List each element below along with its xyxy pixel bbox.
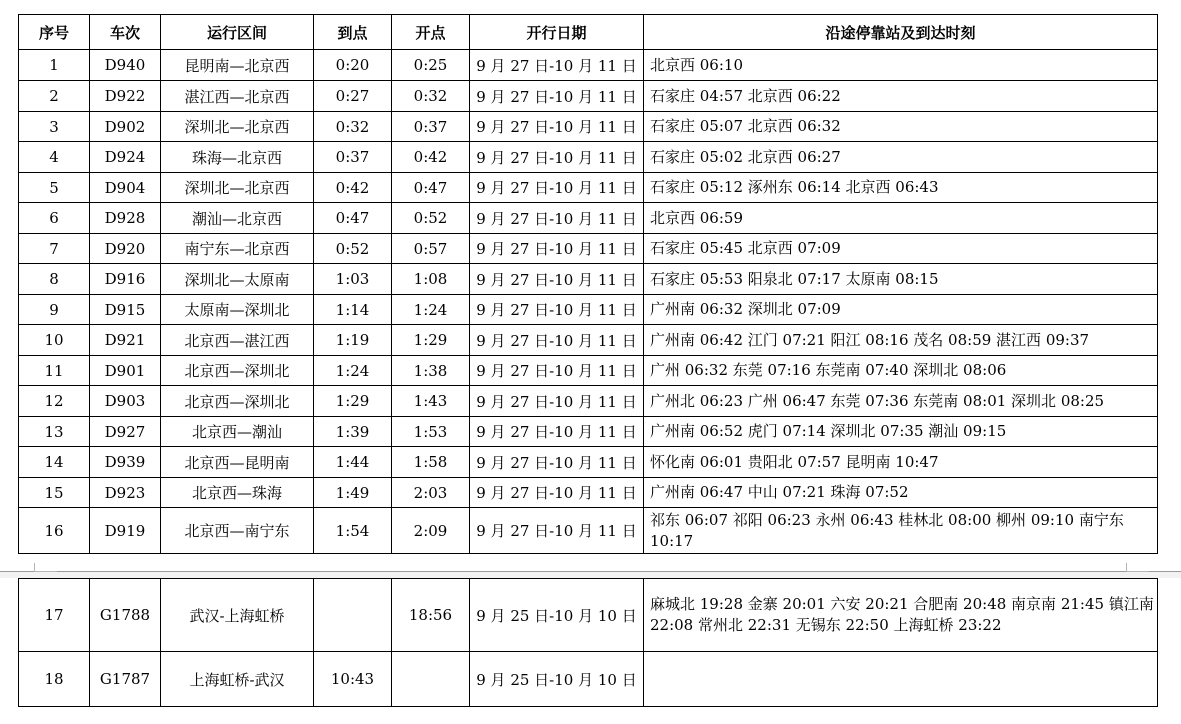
header-stops: 沿途停靠站及到达时刻 bbox=[644, 15, 1158, 50]
cell-serial-no: 3 bbox=[19, 112, 90, 142]
cell-route: 深圳北—太原南 bbox=[161, 264, 314, 295]
cell-arrival: 0:20 bbox=[314, 50, 392, 81]
cell-train-no: D928 bbox=[90, 203, 161, 234]
cell-train-no: D902 bbox=[90, 112, 161, 142]
cell-departure: 1:58 bbox=[392, 447, 470, 478]
cell-stops: 北京西 06:10 bbox=[644, 50, 1158, 81]
header-serial-no: 序号 bbox=[19, 15, 90, 50]
cell-stops: 石家庄 05:53 阳泉北 07:17 太原南 08:15 bbox=[644, 264, 1158, 295]
cell-stops: 广州北 06:23 广州 06:47 东莞 07:36 东莞南 08:01 深圳北 08:25 bbox=[644, 386, 1158, 417]
cell-train-no: G1787 bbox=[90, 652, 161, 707]
cell-serial-no: 8 bbox=[19, 264, 90, 295]
cell-stops: 石家庄 05:02 北京西 06:27 bbox=[644, 142, 1158, 173]
cell-departure: 0:57 bbox=[392, 234, 470, 264]
cell-departure bbox=[392, 652, 470, 707]
cell-departure: 0:52 bbox=[392, 203, 470, 234]
cell-run-dates: 9 月 27 日-10 月 11 日 bbox=[470, 173, 644, 203]
cell-departure: 1:38 bbox=[392, 356, 470, 386]
table-row bbox=[19, 81, 1158, 112]
cell-stops: 北京西 06:59 bbox=[644, 203, 1158, 234]
cell-serial-no: 1 bbox=[19, 50, 90, 81]
cell-serial-no: 18 bbox=[19, 652, 90, 707]
table-row bbox=[19, 356, 1158, 386]
cell-run-dates: 9 月 27 日-10 月 11 日 bbox=[470, 264, 644, 295]
cell-serial-no: 14 bbox=[19, 447, 90, 478]
cell-serial-no: 16 bbox=[19, 508, 90, 554]
cell-route: 深圳北—北京西 bbox=[161, 173, 314, 203]
header-departure: 开点 bbox=[392, 15, 470, 50]
cell-route: 武汉-上海虹桥 bbox=[161, 579, 314, 652]
cell-departure: 0:25 bbox=[392, 50, 470, 81]
cell-run-dates: 9 月 27 日-10 月 11 日 bbox=[470, 386, 644, 417]
page-break bbox=[0, 571, 1181, 578]
cell-arrival: 1:29 bbox=[314, 386, 392, 417]
cell-departure: 18:56 bbox=[392, 579, 470, 652]
table-row bbox=[19, 386, 1158, 417]
cell-departure: 1:08 bbox=[392, 264, 470, 295]
cell-stops: 广州南 06:42 江门 07:21 阳江 08:16 茂名 08:59 湛江西 09:37 bbox=[644, 325, 1158, 356]
cell-stops: 广州南 06:32 深圳北 07:09 bbox=[644, 295, 1158, 325]
schedule-table-bottom bbox=[18, 578, 1158, 707]
cell-stops: 广州 06:32 东莞 07:16 东莞南 07:40 深圳北 08:06 bbox=[644, 356, 1158, 386]
cell-departure: 0:47 bbox=[392, 173, 470, 203]
cell-arrival: 1:54 bbox=[314, 508, 392, 554]
cell-route: 上海虹桥-武汉 bbox=[161, 652, 314, 707]
table-row bbox=[19, 142, 1158, 173]
cell-route: 太原南—深圳北 bbox=[161, 295, 314, 325]
cell-run-dates: 9 月 27 日-10 月 11 日 bbox=[470, 50, 644, 81]
cell-serial-no: 7 bbox=[19, 234, 90, 264]
table-row bbox=[19, 447, 1158, 478]
cell-serial-no: 4 bbox=[19, 142, 90, 173]
table-row bbox=[19, 50, 1158, 81]
header-row bbox=[19, 15, 1158, 50]
cell-serial-no: 13 bbox=[19, 417, 90, 447]
cell-route: 北京西—潮汕 bbox=[161, 417, 314, 447]
cell-arrival: 1:49 bbox=[314, 478, 392, 508]
cell-arrival bbox=[314, 579, 392, 652]
cell-departure: 2:09 bbox=[392, 508, 470, 554]
cell-run-dates: 9 月 27 日-10 月 11 日 bbox=[470, 417, 644, 447]
cell-route: 南宁东—北京西 bbox=[161, 234, 314, 264]
table-row bbox=[19, 652, 1158, 707]
cell-run-dates: 9 月 27 日-10 月 11 日 bbox=[470, 447, 644, 478]
cell-run-dates: 9 月 27 日-10 月 11 日 bbox=[470, 203, 644, 234]
table-row bbox=[19, 203, 1158, 234]
cell-departure: 1:43 bbox=[392, 386, 470, 417]
header-route: 运行区间 bbox=[161, 15, 314, 50]
cell-arrival: 1:03 bbox=[314, 264, 392, 295]
cell-stops: 怀化南 06:01 贵阳北 07:57 昆明南 10:47 bbox=[644, 447, 1158, 478]
cell-stops: 石家庄 05:12 涿州东 06:14 北京西 06:43 bbox=[644, 173, 1158, 203]
cell-route: 潮汕—北京西 bbox=[161, 203, 314, 234]
cell-serial-no: 15 bbox=[19, 478, 90, 508]
cell-arrival: 0:27 bbox=[314, 81, 392, 112]
cell-route: 珠海—北京西 bbox=[161, 142, 314, 173]
cell-serial-no: 10 bbox=[19, 325, 90, 356]
cell-departure: 1:24 bbox=[392, 295, 470, 325]
cell-departure: 2:03 bbox=[392, 478, 470, 508]
cell-stops: 广州南 06:47 中山 07:21 珠海 07:52 bbox=[644, 478, 1158, 508]
cell-stops: 石家庄 04:57 北京西 06:22 bbox=[644, 81, 1158, 112]
cell-run-dates: 9 月 27 日-10 月 11 日 bbox=[470, 478, 644, 508]
cell-train-no: G1788 bbox=[90, 579, 161, 652]
cell-departure: 0:32 bbox=[392, 81, 470, 112]
cell-arrival: 1:44 bbox=[314, 447, 392, 478]
table-row bbox=[19, 295, 1158, 325]
table-row bbox=[19, 112, 1158, 142]
cell-run-dates: 9 月 25 日-10 月 10 日 bbox=[470, 652, 644, 707]
cell-train-no: D916 bbox=[90, 264, 161, 295]
cell-train-no: D939 bbox=[90, 447, 161, 478]
cell-stops: 石家庄 05:07 北京西 06:32 bbox=[644, 112, 1158, 142]
cell-train-no: D922 bbox=[90, 81, 161, 112]
cell-train-no: D901 bbox=[90, 356, 161, 386]
cell-serial-no: 11 bbox=[19, 356, 90, 386]
cell-run-dates: 9 月 27 日-10 月 11 日 bbox=[470, 234, 644, 264]
cell-stops: 石家庄 05:45 北京西 07:09 bbox=[644, 234, 1158, 264]
cell-route: 北京西—深圳北 bbox=[161, 356, 314, 386]
cell-stops: 广州南 06:52 虎门 07:14 深圳北 07:35 潮汕 09:15 bbox=[644, 417, 1158, 447]
cell-serial-no: 17 bbox=[19, 579, 90, 652]
cell-train-no: D903 bbox=[90, 386, 161, 417]
cell-serial-no: 2 bbox=[19, 81, 90, 112]
cell-departure: 1:53 bbox=[392, 417, 470, 447]
cell-arrival: 0:52 bbox=[314, 234, 392, 264]
cell-train-no: D940 bbox=[90, 50, 161, 81]
cell-arrival: 0:37 bbox=[314, 142, 392, 173]
cell-train-no: D927 bbox=[90, 417, 161, 447]
header-run-dates: 开行日期 bbox=[470, 15, 644, 50]
cell-run-dates: 9 月 27 日-10 月 11 日 bbox=[470, 295, 644, 325]
cell-route: 湛江西—北京西 bbox=[161, 81, 314, 112]
cell-stops: 麻城北 19:28 金寨 20:01 六安 20:21 合肥南 20:48 南京南 21:45 镇江南 22:08 常州北 22:31 无锡东 22:50 上海虹桥 23:22 bbox=[644, 579, 1158, 652]
cell-serial-no: 5 bbox=[19, 173, 90, 203]
table-row bbox=[19, 417, 1158, 447]
cell-run-dates: 9 月 27 日-10 月 11 日 bbox=[470, 142, 644, 173]
cell-serial-no: 12 bbox=[19, 386, 90, 417]
table-row bbox=[19, 173, 1158, 203]
cell-arrival: 0:32 bbox=[314, 112, 392, 142]
cell-train-no: D915 bbox=[90, 295, 161, 325]
cell-serial-no: 9 bbox=[19, 295, 90, 325]
cell-arrival: 1:14 bbox=[314, 295, 392, 325]
cell-run-dates: 9 月 27 日-10 月 11 日 bbox=[470, 356, 644, 386]
cell-stops bbox=[644, 652, 1158, 707]
cell-arrival: 0:47 bbox=[314, 203, 392, 234]
cell-run-dates: 9 月 25 日-10 月 10 日 bbox=[470, 579, 644, 652]
cell-serial-no: 6 bbox=[19, 203, 90, 234]
header-arrival: 到点 bbox=[314, 15, 392, 50]
cell-arrival: 0:42 bbox=[314, 173, 392, 203]
table-row bbox=[19, 579, 1158, 652]
table-row bbox=[19, 478, 1158, 508]
table-row bbox=[19, 325, 1158, 356]
table-row bbox=[19, 508, 1158, 554]
cell-train-no: D920 bbox=[90, 234, 161, 264]
cell-stops: 祁东 06:07 祁阳 06:23 永州 06:43 桂林北 08:00 柳州 09:10 南宁东 10:17 bbox=[644, 508, 1158, 554]
cell-train-no: D921 bbox=[90, 325, 161, 356]
cell-route: 深圳北—北京西 bbox=[161, 112, 314, 142]
cell-run-dates: 9 月 27 日-10 月 11 日 bbox=[470, 81, 644, 112]
cell-train-no: D904 bbox=[90, 173, 161, 203]
schedule-table-top bbox=[18, 14, 1158, 554]
cell-train-no: D919 bbox=[90, 508, 161, 554]
cell-route: 北京西—深圳北 bbox=[161, 386, 314, 417]
table-row bbox=[19, 234, 1158, 264]
cell-departure: 1:29 bbox=[392, 325, 470, 356]
cell-run-dates: 9 月 27 日-10 月 11 日 bbox=[470, 508, 644, 554]
crop-mark-right bbox=[1126, 563, 1149, 572]
cell-train-no: D923 bbox=[90, 478, 161, 508]
cell-route: 北京西—珠海 bbox=[161, 478, 314, 508]
cell-departure: 0:42 bbox=[392, 142, 470, 173]
cell-route: 北京西—南宁东 bbox=[161, 508, 314, 554]
cell-run-dates: 9 月 27 日-10 月 11 日 bbox=[470, 112, 644, 142]
cell-departure: 0:37 bbox=[392, 112, 470, 142]
cell-arrival: 10:43 bbox=[314, 652, 392, 707]
cell-run-dates: 9 月 27 日-10 月 11 日 bbox=[470, 325, 644, 356]
cell-arrival: 1:39 bbox=[314, 417, 392, 447]
cell-arrival: 1:19 bbox=[314, 325, 392, 356]
cell-route: 昆明南—北京西 bbox=[161, 50, 314, 81]
cell-arrival: 1:24 bbox=[314, 356, 392, 386]
header-train-no: 车次 bbox=[90, 15, 161, 50]
cell-route: 北京西—昆明南 bbox=[161, 447, 314, 478]
cell-train-no: D924 bbox=[90, 142, 161, 173]
table-row bbox=[19, 264, 1158, 295]
crop-mark-left bbox=[34, 563, 57, 572]
cell-route: 北京西—湛江西 bbox=[161, 325, 314, 356]
